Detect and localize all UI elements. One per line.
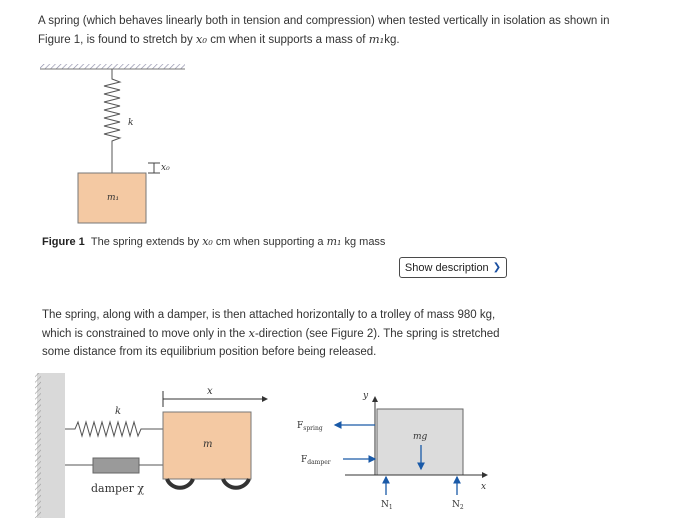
intro-x0: x₀ (195, 32, 207, 46)
para2-line-2a: which is constrained to move only in the (42, 328, 249, 340)
caption-text-3: kg mass (341, 236, 386, 248)
show-description-button[interactable] (399, 257, 507, 278)
fig2-x-label: x (207, 386, 213, 397)
intro-text-1: A spring (which behaves linearly both in tension and compression) when tested vertically in isolation as shown in Figure 1, is found to stretch by (38, 15, 610, 46)
damper-label: damper χ (91, 482, 145, 495)
horizontal-spring (65, 422, 163, 436)
wheel-right (223, 479, 249, 488)
show-description-label: Show description (404, 261, 489, 274)
caption-text-2: cm when supporting a (212, 236, 327, 248)
weight-label: mg (413, 432, 428, 442)
figure-2-diagram (35, 365, 690, 520)
f-damper-label: $F_{damper}$ (301, 455, 331, 466)
damper-cylinder (93, 458, 139, 473)
figure-1-diagram (30, 55, 210, 230)
fig1-extension-label: x₀ (161, 163, 170, 173)
free-body (377, 409, 463, 475)
intro-m1: m₁ (368, 32, 385, 46)
caption-label: Figure 1 (42, 236, 85, 248)
figure-2-paragraph (42, 306, 642, 361)
f-spring-label: $F_{spring}$ (297, 421, 323, 432)
fig1-mass-label: m₁ (107, 193, 120, 203)
caption-text-1: The spring extends by (90, 236, 203, 248)
caption-m1: m₁ (326, 235, 342, 248)
ceiling-hatch (40, 64, 185, 69)
y-axis-label: y (363, 391, 369, 401)
n2-label: $N_2$ (452, 500, 464, 511)
figure-1-caption (42, 235, 385, 248)
intro-text-3: kg. (384, 34, 400, 46)
fig2-trolley-label: m (203, 439, 213, 450)
para2-x: x (248, 326, 255, 340)
para2-line-3: some distance from its equilibrium position before being released. (42, 346, 377, 358)
para2-line-2 (42, 324, 642, 343)
intro-paragraph (38, 12, 638, 49)
intro-text-2: cm when it supports a mass of (207, 34, 369, 46)
para2-line-1: The spring, along with a damper, is then attached horizontally to a trolley of mass 980 kg, (42, 309, 496, 321)
chevron-down-icon: ❯ (492, 262, 502, 273)
para2-line-2b: -direction (see Figure 2). The spring is stretched (254, 328, 500, 340)
wall (37, 373, 65, 518)
wheel-left (167, 479, 193, 488)
n1-label: $N_1$ (381, 500, 393, 511)
fig2-spring-label: k (115, 406, 122, 417)
wall-hatch (35, 373, 41, 518)
x-axis-label: x (481, 482, 487, 492)
fig1-spring-label: k (128, 118, 134, 128)
vertical-spring (104, 69, 120, 173)
caption-x0: x₀ (202, 235, 213, 248)
